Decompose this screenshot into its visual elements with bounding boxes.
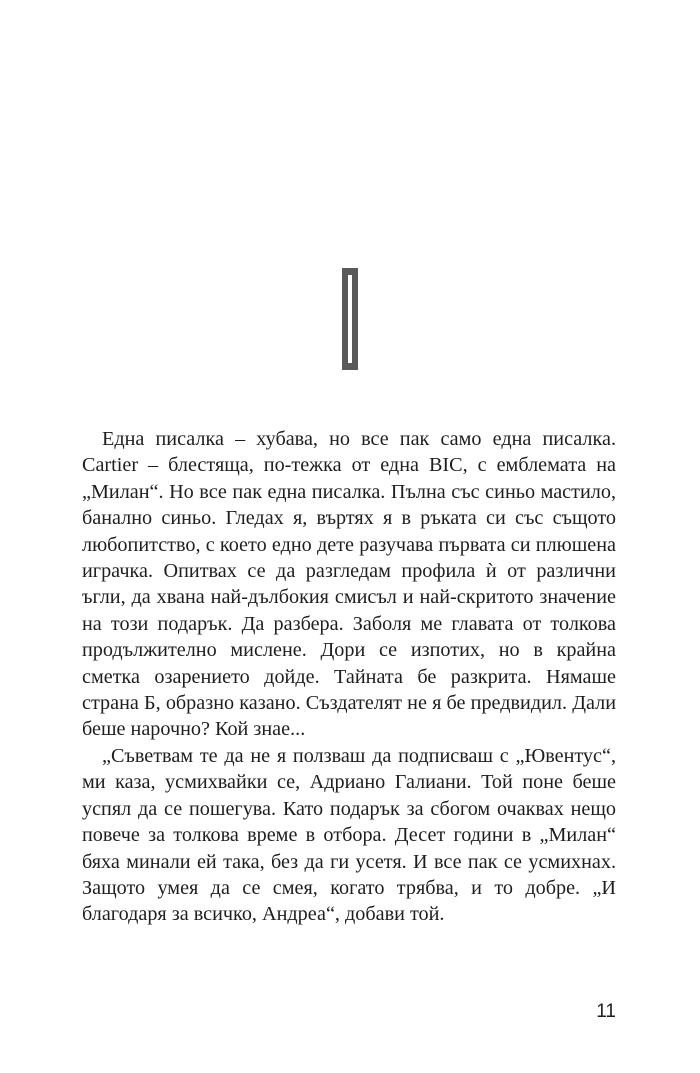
- chapter-number-roman-one: [342, 268, 358, 370]
- body-text: [82, 426, 616, 928]
- page-number: 11: [596, 1001, 616, 1022]
- chapter-mark-inner-stroke: [348, 275, 352, 363]
- paragraph-1: Една писалка – хубава, но все пак само една писалка. Cartier – блестяща, по-тежка от една BIC, с емблемата на „Милан“. Но все пак една писалка. Пълна със синьо мастило, банално синьо. Гледах я, въртях я в ръката си със същото любопитство, с което едно дете разучава първата си плюшена играчка. Опитвах се да разгледам профила ѝ от различни ъгли, да хвана най-дълбокия смисъл и най-скритото значение на този подарък. Да разбера. Заболя ме главата от толкова продължително мислене. Дори се изпотих, но в крайна сметка озарението дойде. Тайната бе разкрита. Нямаше страна Б, образно казано. Създателят не я бе предвидил. Дали беше нарочно? Кой знае...: [82, 428, 616, 741]
- paragraph-2: „Съветвам те да не я ползваш да подписваш с „Ювентус“, ми каза, усмихвайки се, Адриано Галиани. Той поне беше успял да се пошегува. Като подарък за сбогом очаквах нещо повече за толкова време в отбора. Десет години в „Милан“ бяха минали ей така, без да ги усетя. И все пак се усмихнах. Защото умея да се смея, когато трябва, и то добре. „И благодаря за всичко, Андреа“, добави той.: [82, 744, 616, 926]
